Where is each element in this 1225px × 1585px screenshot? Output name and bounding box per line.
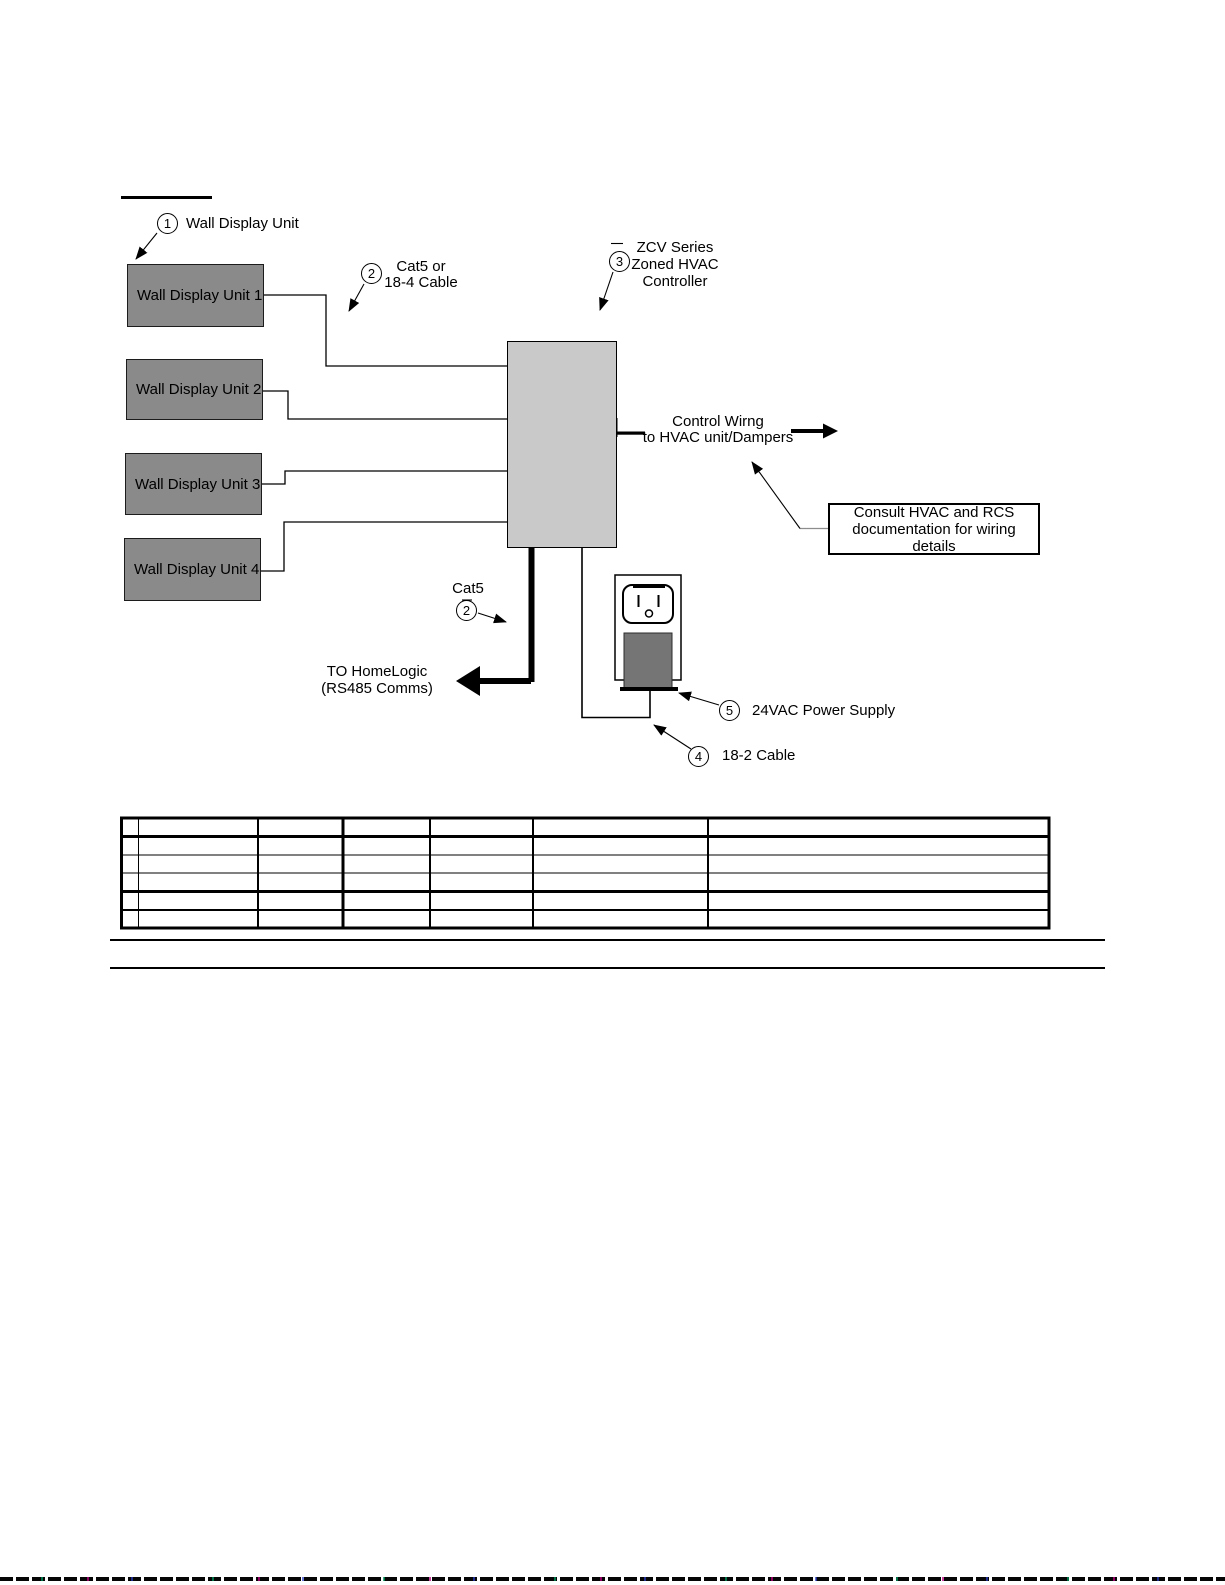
- wall-display-unit-2-box: [126, 359, 263, 420]
- homelogic-cable-arrow: [456, 546, 535, 696]
- control-wiring-line2: to HVAC unit/Dampers: [642, 429, 794, 446]
- wall-display-unit-3-box: [125, 453, 262, 515]
- consult-note-box: [828, 503, 1040, 555]
- callout-3-line2: Zoned HVAC: [631, 256, 719, 273]
- callout-4-circle: [688, 746, 709, 767]
- callout-3-line1: ZCV Series: [636, 239, 714, 256]
- heading-underline: [121, 196, 212, 199]
- callout-4-number: 4: [694, 749, 703, 764]
- consult-note-line1: Consult HVAC and RCS: [853, 503, 1015, 521]
- callout-2-bottom-label: Cat5: [452, 580, 484, 597]
- plug-base-bar: [620, 687, 678, 691]
- callout-5-circle: [719, 700, 740, 721]
- unit-wires: [261, 295, 508, 571]
- parts-table-grid: [120, 817, 1050, 930]
- callout-2-bottom-number: 2: [462, 603, 471, 618]
- callout-2-bottom-circle: [456, 600, 477, 621]
- leader-callout3: [600, 272, 613, 310]
- callout-2-top-line2: 18-4 Cable: [384, 274, 458, 291]
- callout-2-top-label: [384, 259, 457, 291]
- callout-2-top-number: 2: [367, 266, 376, 281]
- consult-note-leader: [752, 462, 828, 529]
- callout-2-top-circle: [361, 263, 382, 284]
- wall-display-unit-2-label: Wall Display Unit 2: [136, 381, 262, 398]
- power-plug-block: [624, 633, 672, 688]
- wire-unit3: [262, 471, 508, 484]
- leader-callout1: [136, 233, 157, 259]
- homelogic-line2: (RS485 Comms): [321, 680, 433, 697]
- leader-callout2-top: [349, 284, 364, 311]
- wall-display-unit-4-label: Wall Display Unit 4: [134, 561, 260, 578]
- callout-5-number: 5: [725, 703, 734, 718]
- wall-display-unit-1-label: Wall Display Unit 1: [137, 287, 263, 304]
- callout-1-number: 1: [163, 216, 172, 231]
- consult-note-line2: documentation for wiring details: [852, 520, 1016, 555]
- homelogic-label: [321, 663, 433, 697]
- wire-unit4: [261, 522, 508, 571]
- zcv-controller-box: [507, 341, 617, 548]
- control-wiring-line1: Control Wirng: [672, 413, 764, 430]
- callout-3-circle: [609, 251, 630, 272]
- callout-3-line3: Controller: [642, 273, 708, 290]
- callout-4-label: 18-2 Cable: [722, 747, 796, 764]
- hvac-arrow: [791, 424, 838, 439]
- wall-display-unit-4-box: [124, 538, 261, 601]
- callout-1-circle: [157, 213, 178, 234]
- power-outlet-drawing: [615, 575, 681, 691]
- outlet-ground-hole: [646, 610, 653, 617]
- leader-callout5: [679, 693, 719, 705]
- callout-1-label: Wall Display Unit: [186, 215, 299, 232]
- leader-callout4: [654, 725, 691, 749]
- callout-3-label: [631, 239, 718, 290]
- homelogic-line1: TO HomeLogic: [326, 663, 428, 680]
- leader-callout2-bottom: [478, 613, 506, 622]
- footer-rules: [110, 940, 1105, 968]
- control-wiring-label: [643, 414, 794, 446]
- wall-display-unit-1-box: [127, 264, 264, 327]
- callout-5-label: 24VAC Power Supply: [752, 702, 896, 719]
- page-bottom-dashed-line: [0, 1577, 1225, 1581]
- wire-unit1: [262, 295, 508, 366]
- wire-unit2: [262, 391, 508, 419]
- callout-2-top-line1: Cat5 or: [396, 258, 446, 275]
- callout-3-number: 3: [615, 254, 624, 269]
- wall-display-unit-3-label: Wall Display Unit 3: [135, 475, 261, 493]
